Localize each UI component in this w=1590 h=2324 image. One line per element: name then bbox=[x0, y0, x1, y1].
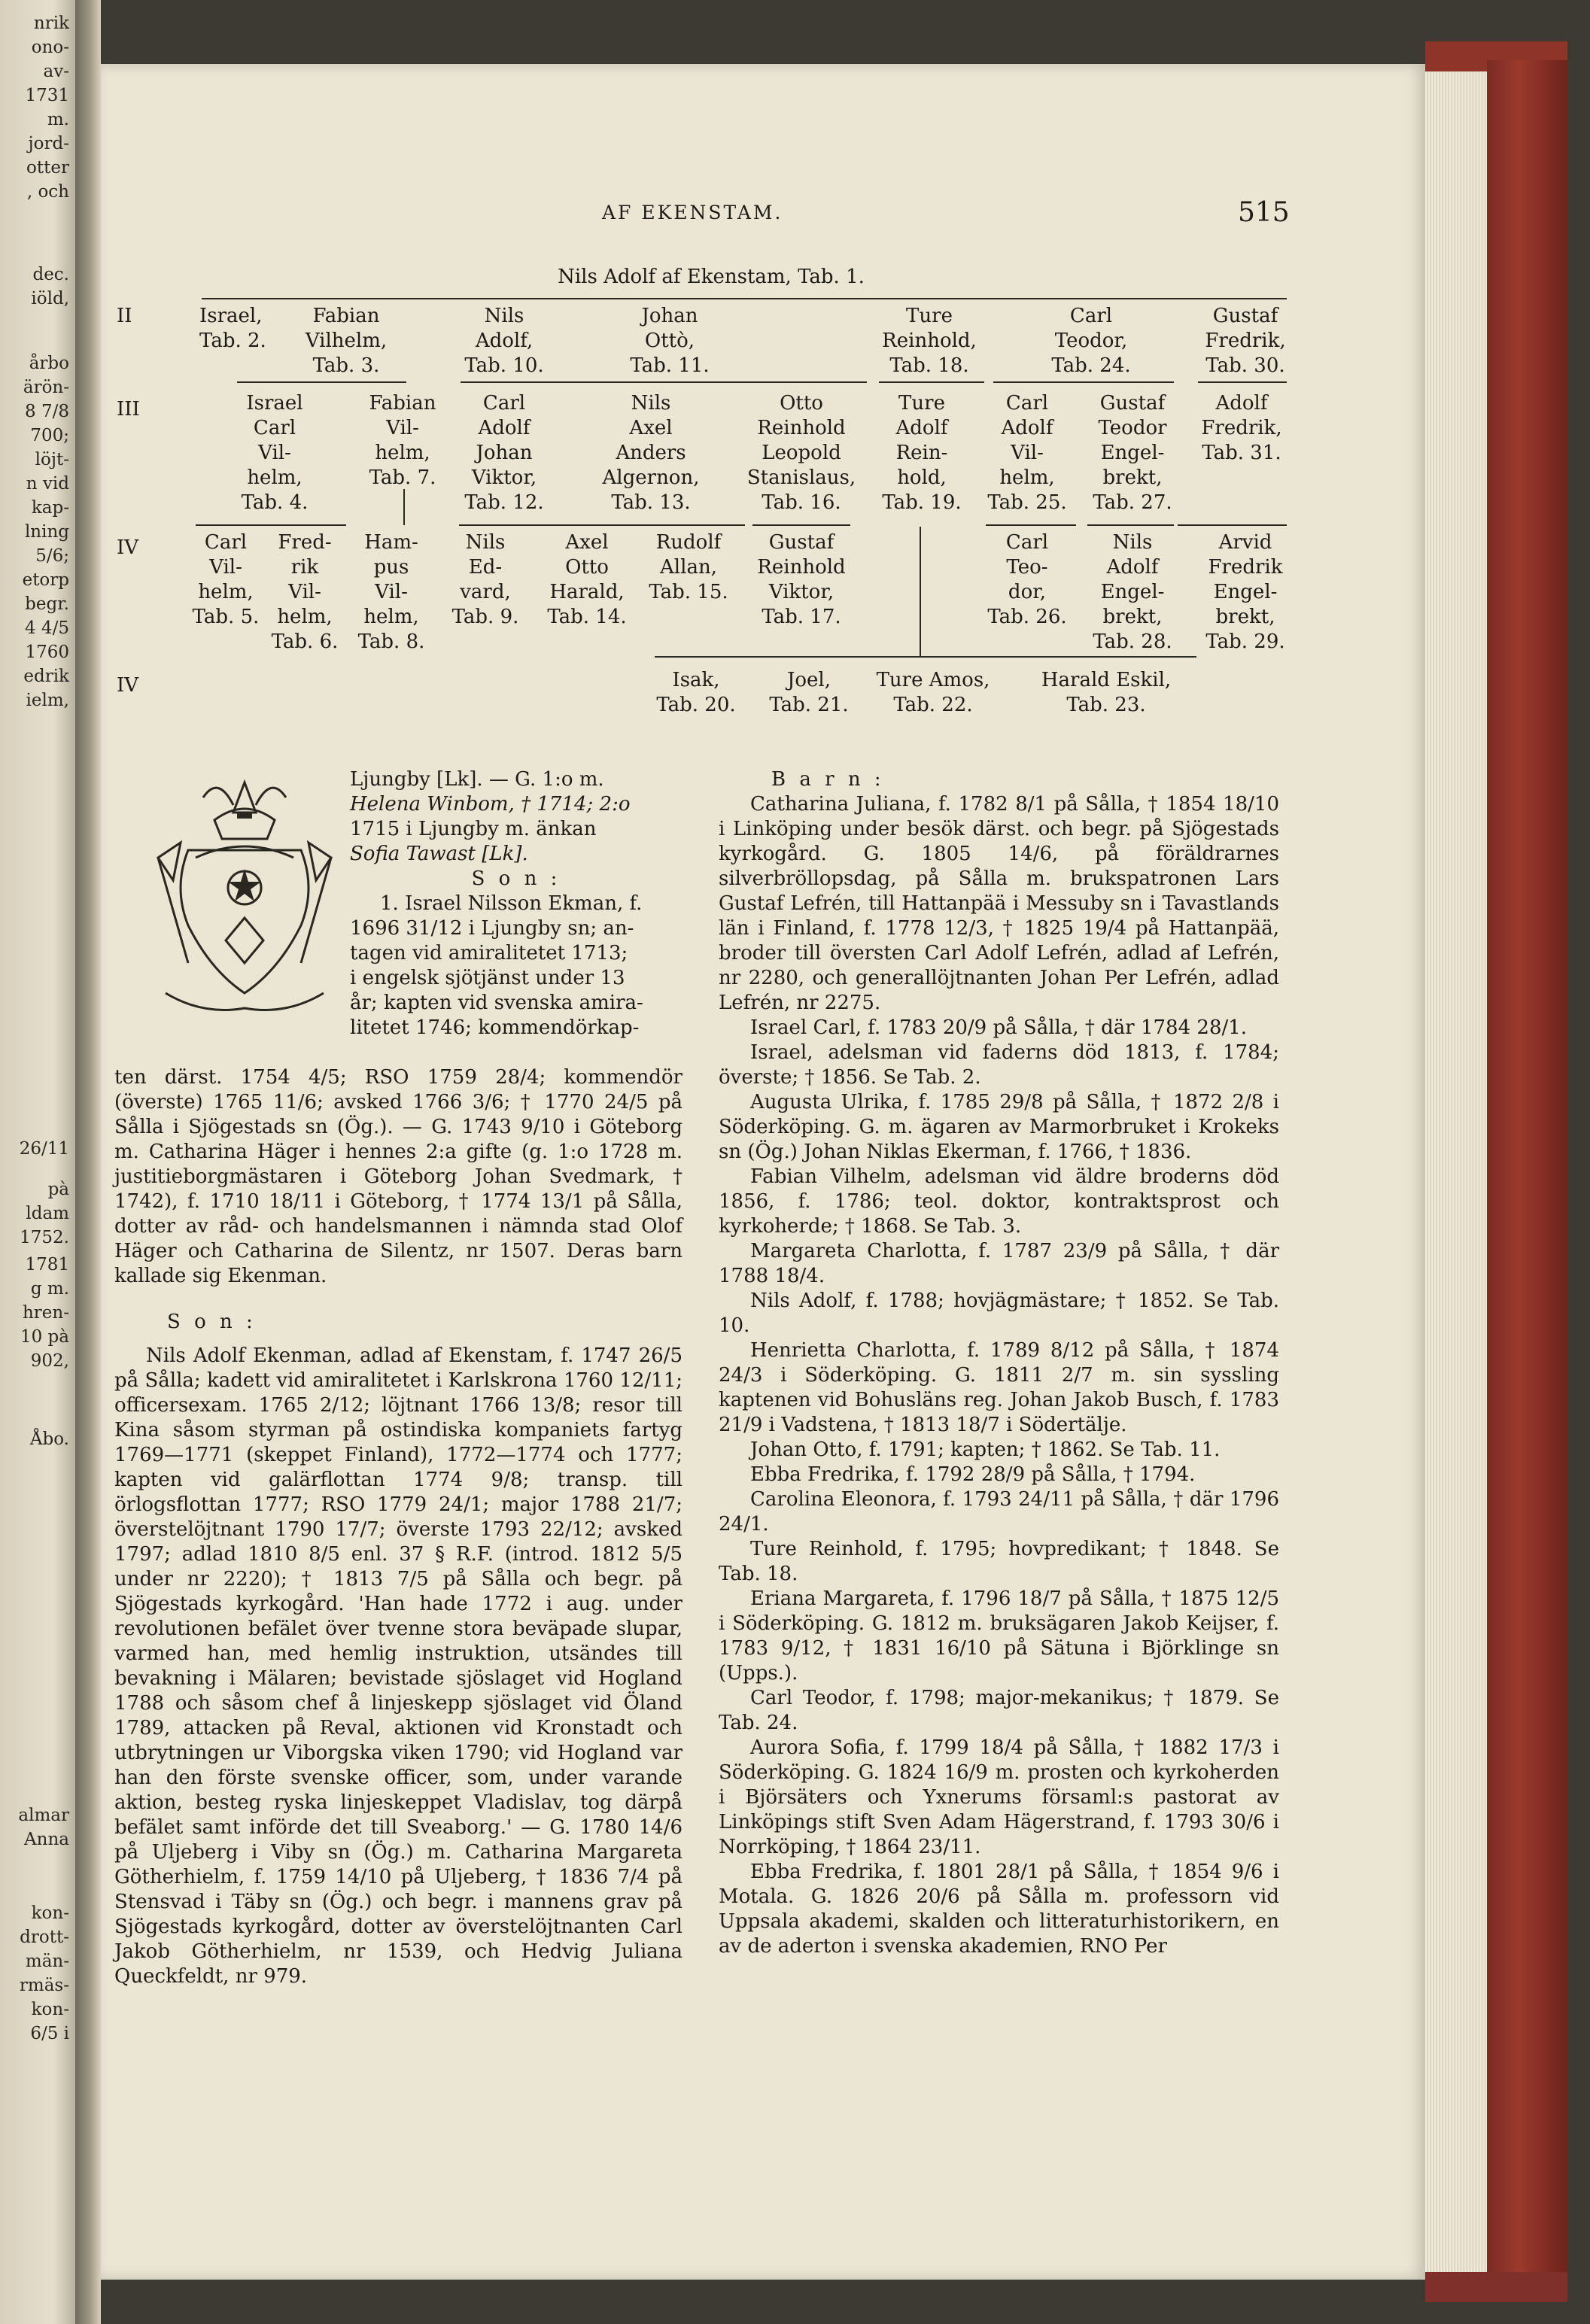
child-entry: Ebba Fredrika, f. 1801 28/1 på Sålla, † 1854 9/6 i Motala. G. 1826 20/6 på Sålla m. professorn vid Uppsala akademi, skalden och litteraturhistorikern, en av de aderton i svenska akademien, RNO Per bbox=[719, 1861, 1279, 1958]
table-rule bbox=[986, 524, 1076, 526]
table-cell: Fabian Vilhelm, Tab. 3. bbox=[305, 305, 388, 377]
child-entry: Israel, adelsman vid faderns död 1813, f. 1784; överste; † 1856. Se Tab. 2. bbox=[719, 1041, 1279, 1089]
fragment-line: n vid bbox=[26, 474, 69, 494]
page-number: 515 bbox=[1238, 197, 1290, 228]
table-cell: Joel, Tab. 21. bbox=[769, 669, 849, 716]
generation-label: II bbox=[117, 305, 132, 327]
table-cell: Ture Adolf Rein- hold, Tab. 19. bbox=[882, 392, 962, 514]
child-entry: Carolina Eleonora, f. 1793 24/11 på Sålla, † där 1796 24/1. bbox=[719, 1488, 1279, 1536]
table-rule bbox=[196, 524, 346, 526]
table-cell: Nils Adolf Engel- brekt, Tab. 28. bbox=[1093, 531, 1172, 653]
fragment-line: 4 4/5 bbox=[25, 618, 69, 638]
fragment-line: etorp bbox=[22, 570, 69, 590]
table-cell: Gustaf Reinhold Viktor, Tab. 17. bbox=[757, 531, 846, 628]
fragment-line: rmäs- bbox=[19, 1976, 69, 1995]
table-rule bbox=[237, 381, 406, 383]
text-line: 1. Israel Nilsson Ekman, f. bbox=[380, 892, 643, 915]
table-cell: Harald Eskil, Tab. 23. bbox=[1041, 669, 1172, 716]
fragment-line: 10 pà bbox=[20, 1327, 69, 1347]
child-entry: Ture Reinhold, f. 1795; hovpredikant; † 1848. Se Tab. 18. bbox=[719, 1538, 1279, 1585]
fragment-line: kon- bbox=[31, 1903, 69, 1923]
table-rule bbox=[403, 489, 405, 525]
generation-label: IV bbox=[117, 674, 139, 697]
table-rule bbox=[993, 381, 1174, 383]
fragment-line: otter bbox=[26, 158, 69, 178]
right-column bbox=[719, 767, 1279, 1959]
fragment-line: 1731 bbox=[25, 86, 69, 105]
child-entry: Henrietta Charlotta, f. 1789 8/12 på Sålla, † 1874 24/3 i Söderköping. G. 1811 2/7 m. sin syssling kaptenen vid Bohusläns reg. Johan Jakob Busch, f. 1783 21/9 i Vadstena, † 1813 18/7 i Södertälje. bbox=[719, 1339, 1279, 1436]
fragment-line: hren- bbox=[22, 1303, 69, 1323]
table-cell: Ham- pus Vil- helm, Tab. 8. bbox=[357, 531, 425, 653]
table-cell: Ture Amos, Tab. 22. bbox=[876, 669, 990, 716]
text-line: tagen vid amiralitetet 1713; bbox=[350, 942, 628, 965]
table-rule bbox=[879, 381, 984, 383]
fragment-line: 26/11 bbox=[19, 1139, 69, 1159]
child-entry: Margareta Charlotta, f. 1787 23/9 på Sålla, † där 1788 18/4. bbox=[719, 1240, 1279, 1287]
table-cell: Carl Teo- dor, Tab. 26. bbox=[987, 531, 1067, 628]
child-entry: Fabian Vilhelm, adelsman vid äldre broderns död 1856, f. 1786; teol. doktor, kontraktsprost och kyrkoherde; † 1868. Se Tab. 3. bbox=[719, 1165, 1279, 1238]
child-entry: Eriana Margareta, f. 1796 18/7 på Sålla, † 1875 12/5 i Söderköping. G. 1812 m. bruksägaren Jakob Keijser, f. 1783 9/12, † 1831 16/10 på Sätuna i Björklinge sn (Upps.). bbox=[719, 1587, 1279, 1685]
table-rule bbox=[542, 524, 745, 526]
section-heading: B a r n : bbox=[771, 768, 885, 791]
table-rule bbox=[459, 524, 549, 526]
table-cell: Arvid Fredrik Engel- brekt, Tab. 29. bbox=[1205, 531, 1285, 653]
child-entry: Ebba Fredrika, f. 1792 28/9 på Sålla, † 1794. bbox=[750, 1463, 1196, 1486]
table-cell: Carl Teodor, Tab. 24. bbox=[1051, 305, 1131, 377]
book-gutter bbox=[75, 0, 101, 2324]
table-cell: Israel, Tab. 2. bbox=[199, 305, 266, 352]
fragment-line: , och bbox=[26, 182, 69, 202]
table-cell: Carl Adolf Vil- helm, Tab. 25. bbox=[987, 392, 1067, 514]
fragment-line: Anna bbox=[24, 1830, 69, 1849]
coat-of-arms bbox=[143, 767, 346, 1038]
text-line: år; kapten vid svenska amira- bbox=[350, 992, 643, 1014]
table-cell: Adolf Fredrik, Tab. 31. bbox=[1201, 392, 1282, 464]
section-heading: S o n : bbox=[167, 1311, 257, 1333]
fragment-line: Åbo. bbox=[29, 1429, 69, 1449]
text-line: i engelsk sjötjänst under 13 bbox=[350, 967, 625, 989]
fragment-line: iöld, bbox=[31, 289, 69, 308]
nils-adolf-entry: Nils Adolf Ekenman, adlad af Ekenstam, f. 1747 26/5 på Sålla; kadett vid amiralitetet i Karlskrona 1760 12/11; officersexam. 1765 2/12; löjtnant 1766 13/8; resor till Kina såsom styrman på ostindiska kompaniets fartyg 1769—1771 (skeppet Finland), 1772—1774 och 1777; kapten vid galärflottan 1774 9/8; transp. till örlogsflottan 1777; RSO 1779 24/1; major 1788 21/7; överstelöjtnant 1790 17/7; överste 1793 22/12; avsked 1797; adlad 1810 8/5 enl. 37 § R.F. (introd. 1812 5/5 under nr 2220); † 1813 7/5 på Sålla och begr. på Sjögestads kyrkogård. 'Han hade 1772 i aug. under revolutionen befälet över tvenne stora beväpade slupar, varmed han, med hemlig instruktion, utsändes till bevakning i Mälaren; bevistade sjöslaget vid Hogland 1788 och såsom chef å linjeskepp sjöslaget vid Öland 1789, attacken på Reval, aktionen vid Kronstadt och utbrytningen ur Viborgska viken 1790; vid Hogland var han den förste svenske officer, som, under varande aktion, besteg ryska linjeskeppet Vladislav, tog därpå befälet samt införde det till Sveaborg.' — G. 1780 14/6 på Uljeberg i Viby sn (Ög.) m. Catharina Margareta Götherhielm, f. 1759 14/10 på Uljeberg, † 1836 7/4 på Stensvad i Täby sn (Ög.) och begr. i mannens grav på Sjögestads kyrkogård, dotter av överstelöjtnanten Carl Jakob Götherhielm, nr 1539, och Hedvig Juliana Queckfeldt, nr 979. bbox=[114, 1344, 683, 1988]
fragment-line: män- bbox=[25, 1952, 69, 1971]
fragment-line: 1760 bbox=[25, 643, 69, 662]
fragment-line: almar bbox=[18, 1806, 69, 1825]
book-cover bbox=[1487, 60, 1567, 2287]
fragment-line: drott- bbox=[20, 1928, 69, 1947]
child-entry: Israel Carl, f. 1783 20/9 på Sålla, † där 1784 28/1. bbox=[750, 1016, 1248, 1039]
table-cell: Gustaf Teodor Engel- brekt, Tab. 27. bbox=[1093, 392, 1172, 514]
child-entry: Aurora Sofia, f. 1799 18/4 på Sålla, † 1882 17/3 i Söderköping. G. 1824 16/9 m. prosten och kyrkoherden i Björsäters och Yxnerums församl:s pastorat av Linköpings stift Sven Adam Hägerstrand, f. 1793 30/6 i Norrköping, † 1864 23/11. bbox=[719, 1736, 1279, 1858]
table-rule bbox=[461, 381, 867, 383]
fragment-line: 1752. bbox=[20, 1228, 69, 1247]
table-cell: Axel Otto Harald, Tab. 14. bbox=[547, 531, 627, 628]
table-cell: Fabian Vil- helm, Tab. 7. bbox=[369, 392, 436, 489]
running-head: AF EKENSTAM. bbox=[602, 202, 783, 223]
table-cell: Israel Carl Vil- helm, Tab. 4. bbox=[241, 392, 309, 514]
fragment-line: lning bbox=[24, 522, 69, 542]
fragment-line: jord- bbox=[28, 134, 69, 153]
fragment-line: 5/6; bbox=[35, 546, 69, 566]
fragment-line: 6/5 i bbox=[30, 2024, 69, 2043]
intro-block bbox=[350, 767, 683, 1040]
generation-label: IV bbox=[117, 536, 139, 559]
table-cell: Carl Adolf Johan Viktor, Tab. 12. bbox=[464, 392, 544, 514]
child-entry: Augusta Ulrika, f. 1785 29/8 på Sålla, † 1872 2/8 i Söderköping. G. m. ägaren av Marmorbruket i Krokeks sn (Ög.) Johan Niklas Ekerman, f. 1766, † 1836. bbox=[719, 1091, 1279, 1163]
text-line: 1696 31/12 i Ljungby sn; an- bbox=[350, 917, 634, 940]
table-cell: Nils Axel Anders Algernon, Tab. 13. bbox=[602, 392, 700, 514]
left-column bbox=[114, 1065, 683, 1989]
child-entry: Johan Otto, f. 1791; kapten; † 1862. Se Tab. 11. bbox=[750, 1438, 1221, 1461]
table-rule bbox=[920, 527, 921, 656]
child-entry: Catharina Juliana, f. 1782 8/1 på Sålla, † 1854 18/10 i Linköping under besök därst. och begr. på Sjögestads kyrkogård. G. 1805 14/6, på föräldrarnes silverbröllopsdag, på Sålla m. brukspatronen Lars Gustaf Lefrén, till Hattanpää i Messuby sn i Tavastlands län i Finland, f. 1778 12/3, † 1825 19/4 på Hattanpää, broder till översten Carl Adolf Lefrén, adlad af Lefrén, nr 2280, och generallöjtnanten Johan Per Lefrén, adlad Lefrén, nr 2275. bbox=[719, 793, 1279, 1014]
fragment-line: ldam bbox=[26, 1204, 69, 1223]
israel-entry: ten därst. 1754 4/5; RSO 1759 28/4; kommendör (överste) 1765 11/6; avsked 1766 3/6; † 1770 24/5 på Sålla i Sjögestads sn (Ög.). — G. 1743 9/10 i Göteborg m. Catharina Häger i hennes 2:a gifte (g. 1:o 1728 m. justitieborgmästaren i Göteborg Johan Svedmark, † 1742), f. 1710 18/11 i Göteborg, † 1774 13/1 på Sålla, dotter av råd- och handelsmannen i nämnda stad Olof Häger och Catharina de Silentz, nr 1507. Deras barn kallade sig Ekenman. bbox=[114, 1066, 683, 1287]
fragment-line: begr. bbox=[25, 594, 69, 614]
fragment-line: 8 7/8 bbox=[25, 402, 69, 421]
table-cell: Fred- rik Vil- helm, Tab. 6. bbox=[271, 531, 339, 653]
table-cell: Otto Reinhold Leopold Stanislaus, Tab. 16. bbox=[746, 392, 856, 514]
fragment-line: dec. bbox=[32, 265, 69, 284]
fragment-line: ono- bbox=[31, 38, 69, 57]
generation-label: III bbox=[117, 398, 140, 421]
page-edges bbox=[1425, 71, 1487, 2272]
table-cell: Rudolf Allan, Tab. 15. bbox=[649, 531, 728, 603]
fragment-line: edrik bbox=[23, 667, 69, 686]
fragment-line: kap- bbox=[31, 498, 69, 518]
text-line: Sofia Tawast [Lk]. bbox=[350, 843, 528, 865]
fragment-line: 1781 bbox=[25, 1255, 69, 1274]
table-rule bbox=[1178, 524, 1287, 526]
text-line: 1715 i Ljungby m. änkan bbox=[350, 818, 597, 840]
table-rule bbox=[655, 656, 1196, 658]
fragment-line: g m. bbox=[30, 1279, 69, 1299]
fragment-line: ielm, bbox=[26, 691, 69, 710]
fragment-line: av- bbox=[43, 62, 69, 81]
table-root: Nils Adolf af Ekenstam, Tab. 1. bbox=[558, 266, 865, 288]
fragment-line: pà bbox=[47, 1180, 69, 1199]
table-rule bbox=[752, 524, 850, 526]
text-line: litetet 1746; kommendörkap- bbox=[350, 1016, 640, 1039]
table-cell: Ture Reinhold, Tab. 18. bbox=[882, 305, 977, 377]
table-cell: Isak, Tab. 20. bbox=[656, 669, 736, 716]
child-entry: Nils Adolf, f. 1788; hovjägmästare; † 1852. Se Tab. 10. bbox=[719, 1290, 1279, 1337]
table-rule bbox=[1087, 524, 1174, 526]
table-cell: Johan Ottò, Tab. 11. bbox=[630, 305, 710, 377]
table-cell: Gustaf Fredrik, Tab. 30. bbox=[1205, 305, 1286, 377]
cover-bottom bbox=[1425, 2272, 1567, 2302]
text-line: Helena Winbom, † 1714; 2:o bbox=[350, 793, 631, 816]
fragment-line: nrik bbox=[33, 14, 69, 33]
table-rule bbox=[202, 298, 1287, 299]
fragment-line: årbo bbox=[29, 354, 69, 373]
fragment-line: 902, bbox=[30, 1351, 69, 1371]
fragment-line: kon- bbox=[31, 2000, 69, 2019]
section-heading: S o n : bbox=[471, 867, 561, 890]
fragment-line: 700; bbox=[30, 426, 69, 445]
child-entry: Carl Teodor, f. 1798; major-mekanikus; † 1879. Se Tab. 24. bbox=[719, 1687, 1279, 1734]
table-cell: Nils Adolf, Tab. 10. bbox=[464, 305, 544, 377]
fragment-line: ärön- bbox=[23, 378, 69, 397]
fragment-line: m. bbox=[47, 110, 69, 129]
fragment-line: löjt- bbox=[35, 450, 69, 469]
table-cell: Nils Ed- vard, Tab. 9. bbox=[451, 531, 519, 628]
previous-page-fragment bbox=[0, 0, 75, 2324]
text-line: Ljungby [Lk]. — G. 1:o m. bbox=[350, 768, 604, 791]
table-rule bbox=[1198, 381, 1287, 383]
table-cell: Carl Vil- helm, Tab. 5. bbox=[192, 531, 260, 628]
